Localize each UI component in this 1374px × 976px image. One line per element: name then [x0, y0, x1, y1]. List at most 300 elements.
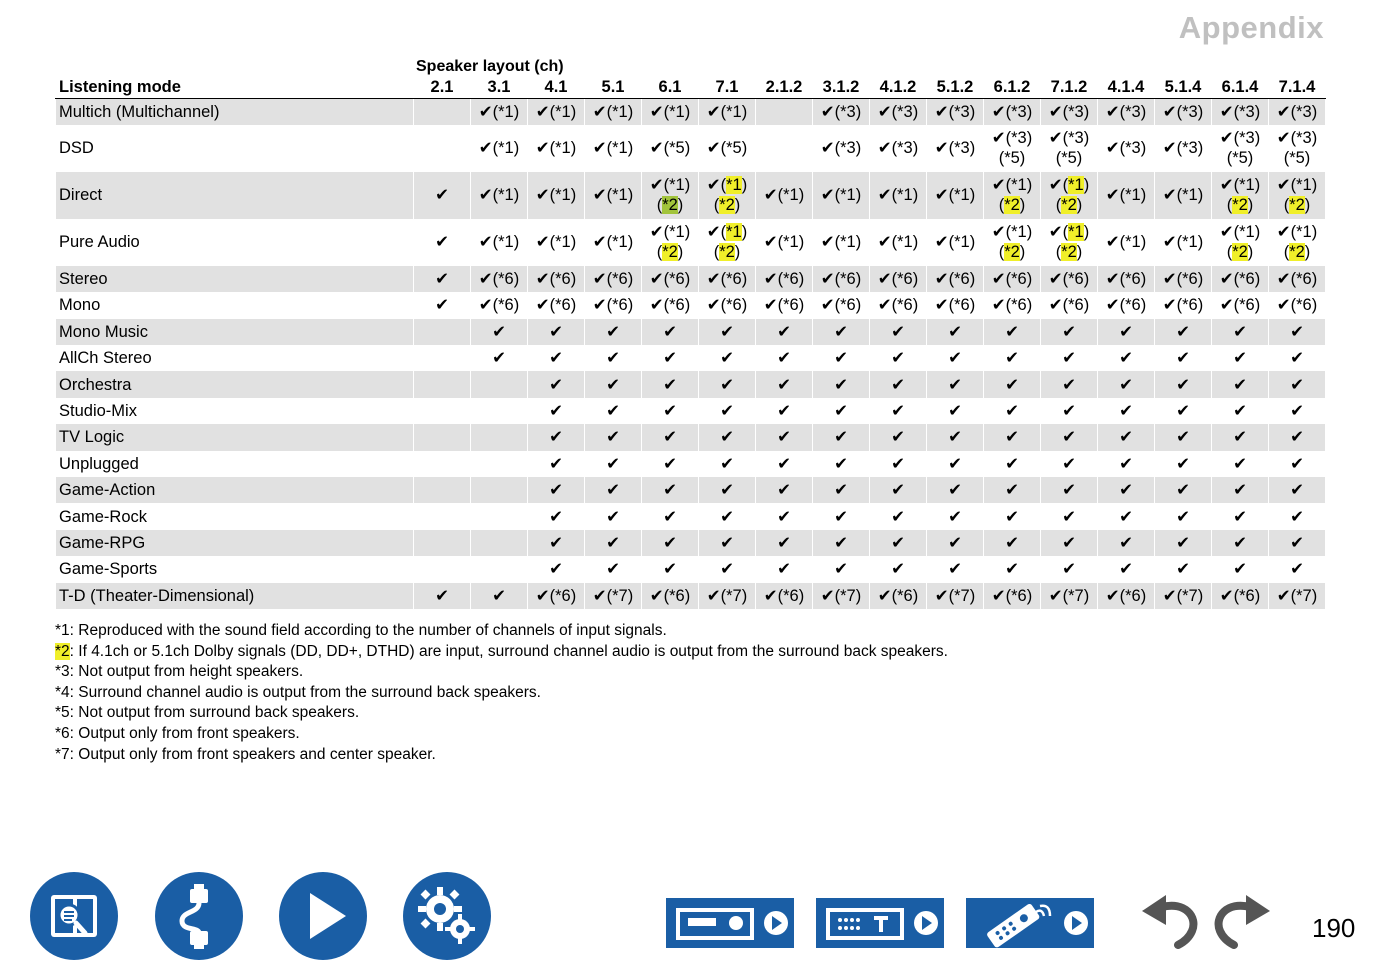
table-cell: ✔ [756, 556, 813, 582]
table-cell: ✔(*1) [870, 219, 927, 266]
table-cell: ✔(*6) [756, 292, 813, 318]
table-cell [414, 530, 471, 556]
table-cell: ✔ [870, 556, 927, 582]
table-cell: ✔(*1) (*2) [642, 219, 699, 266]
column-header: 3.1 [471, 76, 528, 99]
front-panel-icon [666, 898, 794, 948]
table-cell: ✔ [1098, 530, 1155, 556]
table-cell: ✔(*6) [984, 266, 1041, 292]
table-cell: ✔(*3) [870, 125, 927, 172]
table-cell: ✔ [1041, 556, 1098, 582]
table-cell: ✔ [528, 451, 585, 477]
table-cell: ✔ [1269, 477, 1326, 503]
table-cell: ✔(*1) [585, 99, 642, 125]
table-cell: ✔ [756, 477, 813, 503]
table-cell [756, 99, 813, 125]
table-cell: ✔ [585, 503, 642, 529]
footnote [55, 745, 948, 766]
column-header: 6.1 [642, 76, 699, 99]
contents-button[interactable] [30, 872, 118, 960]
listening-mode-name: Game-Rock [56, 503, 414, 529]
table-cell [756, 125, 813, 172]
table-cell: ✔(*1) [528, 99, 585, 125]
table-row [56, 398, 1326, 424]
column-header: 2.1.2 [756, 76, 813, 99]
table-cell: ✔(*6) [1212, 292, 1269, 318]
table-cell: ✔(*3) [984, 99, 1041, 125]
table-cell: ✔(*6) [1269, 266, 1326, 292]
table-cell: ✔ [585, 424, 642, 450]
table-cell: ✔(*6) [1269, 292, 1326, 318]
table-cell: ✔(*6) [984, 292, 1041, 318]
table-cell: ✔ [1155, 530, 1212, 556]
footnote-text: : If 4.1ch or 5.1ch Dolby signals (DD, DD+, DTHD) are input, surround channel audio is output from the surround back speakers. [69, 642, 948, 660]
table-cell: ✔(*6) [756, 266, 813, 292]
table-cell: ✔ [927, 424, 984, 450]
footnote [55, 724, 948, 745]
table-cell: ✔ [414, 219, 471, 266]
listening-mode-name: Direct [56, 172, 414, 219]
table-cell [471, 503, 528, 529]
column-header: 5.1.2 [927, 76, 984, 99]
listening-mode-name: T-D (Theater-Dimensional) [56, 583, 414, 609]
table-row [56, 530, 1326, 556]
table-cell: ✔(*3) [813, 99, 870, 125]
table-cell: ✔(*6) [471, 292, 528, 318]
table-cell: ✔(*7) [1155, 583, 1212, 609]
table-row [56, 266, 1326, 292]
table-cell: ✔ [756, 371, 813, 397]
table-cell: ✔ [1155, 556, 1212, 582]
table-cell: ✔ [528, 398, 585, 424]
table-cell: ✔(*1) (*2) [642, 172, 699, 219]
table-cell: ✔(*6) [642, 583, 699, 609]
table-cell: ✔ [1098, 556, 1155, 582]
table-cell: ✔ [1155, 345, 1212, 371]
table-cell: ✔(*6) [813, 266, 870, 292]
table-row [56, 219, 1326, 266]
table-cell: ✔ [813, 556, 870, 582]
table-cell: ✔ [642, 451, 699, 477]
footnote-mark: *4 [55, 683, 70, 701]
table-cell: ✔ [984, 530, 1041, 556]
table-cell: ✔(*6) [528, 266, 585, 292]
table-cell: ✔ [1269, 503, 1326, 529]
column-header: 6.1.2 [984, 76, 1041, 99]
table-cell: ✔ [471, 345, 528, 371]
back-arrow-icon[interactable] [1140, 893, 1200, 949]
table-cell [414, 477, 471, 503]
table-cell: ✔ [870, 451, 927, 477]
table-cell: ✔(*1) (*2) [1269, 172, 1326, 219]
table-cell: ✔ [1155, 424, 1212, 450]
connections-button[interactable] [155, 872, 243, 960]
listening-mode-name: AllCh Stereo [56, 345, 414, 371]
listening-mode-name: DSD [56, 125, 414, 172]
table-cell: ✔(*1) [585, 219, 642, 266]
table-cell: ✔ [756, 319, 813, 345]
table-cell: ✔ [813, 345, 870, 371]
table-cell: ✔(*6) [528, 292, 585, 318]
table-cell: ✔(*6) [642, 292, 699, 318]
table-cell: ✔(*3) (*5) [1212, 125, 1269, 172]
table-cell: ✔ [1212, 556, 1269, 582]
table-cell [471, 451, 528, 477]
table-cell: ✔ [528, 319, 585, 345]
table-cell: ✔ [585, 556, 642, 582]
table-cell [414, 319, 471, 345]
table-cell: ✔ [699, 503, 756, 529]
column-header: 4.1.4 [1098, 76, 1155, 99]
table-cell: ✔ [1212, 530, 1269, 556]
column-header: 7.1.4 [1269, 76, 1326, 99]
table-cell: ✔ [1098, 319, 1155, 345]
table-cell [471, 556, 528, 582]
listening-mode-name: Studio-Mix [56, 398, 414, 424]
listening-mode-name: Unplugged [56, 451, 414, 477]
table-cell: ✔(*6) [585, 266, 642, 292]
table-cell: ✔(*1) [471, 125, 528, 172]
table-cell: ✔ [870, 530, 927, 556]
listening-mode-header: Listening mode [56, 76, 414, 99]
forward-arrow-icon[interactable] [1212, 893, 1272, 949]
table-cell: ✔ [1041, 345, 1098, 371]
table-cell: ✔(*6) [642, 266, 699, 292]
page-header-title: Appendix [1178, 10, 1324, 45]
table-cell: ✔(*1) [1155, 172, 1212, 219]
table-cell: ✔(*1) (*2) [699, 219, 756, 266]
table-cell: ✔ [984, 451, 1041, 477]
table-cell: ✔ [699, 424, 756, 450]
table-cell: ✔(*1) [528, 172, 585, 219]
table-cell: ✔(*3) [1212, 99, 1269, 125]
footnote-mark: *1 [55, 622, 70, 639]
table-cell: ✔ [1269, 398, 1326, 424]
table-cell: ✔ [870, 345, 927, 371]
table-cell: ✔(*1) (*2) [1269, 219, 1326, 266]
table-cell: ✔(*1) [528, 125, 585, 172]
table-cell [414, 371, 471, 397]
table-cell: ✔ [927, 530, 984, 556]
table-cell: ✔ [927, 398, 984, 424]
table-cell: ✔ [1212, 371, 1269, 397]
table-cell: ✔ [984, 345, 1041, 371]
table-cell: ✔(*6) [699, 292, 756, 318]
table-cell: ✔(*1) [1098, 219, 1155, 266]
table-cell: ✔ [1212, 319, 1269, 345]
table-cell: ✔(*1) [756, 219, 813, 266]
table-cell: ✔ [528, 503, 585, 529]
table-cell: ✔ [1269, 424, 1326, 450]
table-cell: ✔ [699, 319, 756, 345]
table-cell: ✔(*3) [1269, 99, 1326, 125]
setup-button[interactable] [403, 872, 491, 960]
listening-mode-name: TV Logic [56, 424, 414, 450]
table-cell: ✔ [813, 530, 870, 556]
table-cell: ✔ [1041, 503, 1098, 529]
table-cell: ✔ [642, 477, 699, 503]
remote-controller-icon [966, 898, 1094, 948]
table-cell: ✔(*3) [927, 125, 984, 172]
column-header: 5.1.4 [1155, 76, 1212, 99]
table-cell: ✔ [528, 477, 585, 503]
table-cell: ✔ [984, 424, 1041, 450]
table-cell [471, 398, 528, 424]
table-cell: ✔ [528, 345, 585, 371]
column-header: 3.1.2 [813, 76, 870, 99]
footnote-mark: *2 [55, 642, 70, 660]
table-cell: ✔ [813, 451, 870, 477]
table-cell: ✔ [1098, 503, 1155, 529]
column-header: 4.1.2 [870, 76, 927, 99]
table-cell: ✔(*3) (*5) [1041, 125, 1098, 172]
listening-mode-name: Stereo [56, 266, 414, 292]
table-cell: ✔ [1041, 319, 1098, 345]
table-cell: ✔ [813, 371, 870, 397]
table-cell [471, 477, 528, 503]
table-cell: ✔(*7) [699, 583, 756, 609]
table-cell: ✔ [1041, 371, 1098, 397]
listening-mode-name: Pure Audio [56, 219, 414, 266]
table-cell: ✔ [642, 345, 699, 371]
table-cell: ✔ [1269, 530, 1326, 556]
table-row [56, 424, 1326, 450]
listening-mode-table [55, 76, 1326, 609]
table-row [56, 556, 1326, 582]
table-cell: ✔ [642, 319, 699, 345]
footnote-text: : Not output from height speakers. [69, 663, 304, 681]
table-cell: ✔ [1269, 556, 1326, 582]
table-cell: ✔ [1041, 477, 1098, 503]
table-cell: ✔ [642, 530, 699, 556]
front-panel-button[interactable] [666, 898, 794, 948]
table-cell: ✔ [699, 477, 756, 503]
table-cell: ✔(*3) [1041, 99, 1098, 125]
table-cell [414, 99, 471, 125]
listening-mode-name: Game-RPG [56, 530, 414, 556]
table-cell: ✔ [927, 556, 984, 582]
table-cell: ✔ [414, 266, 471, 292]
table-cell: ✔(*6) [528, 583, 585, 609]
table-cell: ✔ [1269, 451, 1326, 477]
table-cell: ✔ [927, 503, 984, 529]
table-cell: ✔(*3) [1155, 99, 1212, 125]
table-cell: ✔ [927, 451, 984, 477]
table-cell: ✔(*7) [1269, 583, 1326, 609]
table-cell: ✔ [1269, 319, 1326, 345]
footnote-mark: *6 [55, 724, 70, 742]
listening-mode-name: Mono Music [56, 319, 414, 345]
table-cell: ✔ [1041, 530, 1098, 556]
table-cell: ✔(*1) (*2) [1041, 219, 1098, 266]
table-cell: ✔ [642, 424, 699, 450]
table-cell: ✔ [984, 477, 1041, 503]
table-cell [471, 371, 528, 397]
table-cell [471, 424, 528, 450]
table-cell: ✔(*3) [870, 99, 927, 125]
table-cell: ✔ [1212, 503, 1269, 529]
table-cell: ✔(*1) [756, 172, 813, 219]
table-cell: ✔ [414, 583, 471, 609]
table-cell: ✔(*6) [1155, 292, 1212, 318]
rear-panel-button[interactable] [816, 898, 944, 948]
table-cell: ✔ [1212, 477, 1269, 503]
footnote [55, 703, 948, 724]
table-row [56, 503, 1326, 529]
table-cell: ✔ [1041, 451, 1098, 477]
table-cell: ✔ [699, 451, 756, 477]
table-cell: ✔(*3) [1098, 99, 1155, 125]
table-cell: ✔ [471, 583, 528, 609]
column-header: 4.1 [528, 76, 585, 99]
table-cell: ✔(*1) (*2) [1212, 172, 1269, 219]
table-cell: ✔ [585, 371, 642, 397]
table-cell: ✔(*1) [585, 172, 642, 219]
table-cell: ✔(*3) [813, 125, 870, 172]
table-cell: ✔(*1) (*2) [699, 172, 756, 219]
table-cell: ✔ [870, 371, 927, 397]
table-cell: ✔(*3) [1155, 125, 1212, 172]
table-cell: ✔(*6) [1212, 583, 1269, 609]
table-cell: ✔(*6) [870, 292, 927, 318]
table-cell: ✔ [699, 556, 756, 582]
table-row [56, 292, 1326, 318]
playback-icon [288, 881, 358, 951]
table-cell: ✔ [984, 398, 1041, 424]
column-header: 5.1 [585, 76, 642, 99]
table-cell: ✔ [813, 477, 870, 503]
table-cell: ✔(*6) [813, 292, 870, 318]
table-cell: ✔ [1098, 424, 1155, 450]
table-cell: ✔(*5) [699, 125, 756, 172]
listening-mode-name: Multich (Multichannel) [56, 99, 414, 125]
table-cell: ✔ [1212, 451, 1269, 477]
table-cell: ✔ [1098, 451, 1155, 477]
footnote [55, 642, 948, 663]
table-cell: ✔ [642, 371, 699, 397]
table-cell: ✔ [699, 371, 756, 397]
table-cell: ✔ [1098, 345, 1155, 371]
table-cell: ✔ [1155, 319, 1212, 345]
table-cell: ✔(*7) [813, 583, 870, 609]
table-cell: ✔(*1) [1098, 172, 1155, 219]
table-cell: ✔ [813, 503, 870, 529]
listening-mode-name: Game-Sports [56, 556, 414, 582]
table-cell: ✔ [984, 556, 1041, 582]
table-cell: ✔(*3) (*5) [984, 125, 1041, 172]
table-cell: ✔ [1212, 424, 1269, 450]
table-cell: ✔(*3) (*5) [1269, 125, 1326, 172]
table-row [56, 172, 1326, 219]
table-cell: ✔(*6) [870, 583, 927, 609]
table-row [56, 345, 1326, 371]
table-cell [414, 398, 471, 424]
table-cell: ✔(*1) [528, 219, 585, 266]
footnote-mark: *3 [55, 663, 70, 681]
table-cell: ✔ [1155, 477, 1212, 503]
table-cell: ✔ [1155, 451, 1212, 477]
table-cell: ✔(*1) (*2) [984, 219, 1041, 266]
table-cell: ✔ [642, 503, 699, 529]
table-cell: ✔(*1) [927, 219, 984, 266]
table-cell: ✔ [756, 424, 813, 450]
table-cell: ✔ [585, 398, 642, 424]
footnote-text: : Output only from front speakers. [69, 724, 300, 742]
table-cell: ✔ [1155, 503, 1212, 529]
page-number: 190 [1312, 913, 1356, 943]
table-cell: ✔(*6) [471, 266, 528, 292]
column-header: 7.1.2 [1041, 76, 1098, 99]
table-cell: ✔(*6) [1098, 266, 1155, 292]
table-cell: ✔ [585, 530, 642, 556]
footnote-text: : Surround channel audio is output from the surround back speakers. [69, 683, 541, 701]
table-cell: ✔ [813, 424, 870, 450]
table-cell: ✔ [642, 556, 699, 582]
table-cell: ✔(*7) [1041, 583, 1098, 609]
table-cell: ✔ [1098, 477, 1155, 503]
footnote-text: : Output only from front speakers and center speaker. [69, 745, 436, 763]
table-cell: ✔ [1098, 371, 1155, 397]
table-cell: ✔ [927, 319, 984, 345]
table-row [56, 99, 1326, 125]
table-cell: ✔ [1155, 398, 1212, 424]
contents-icon [39, 881, 109, 951]
table-cell: ✔(*1) [642, 99, 699, 125]
table-cell: ✔ [927, 371, 984, 397]
table-cell: ✔(*1) [1155, 219, 1212, 266]
listening-mode-name: Mono [56, 292, 414, 318]
playback-button[interactable] [279, 872, 367, 960]
footnote [55, 662, 948, 683]
table-cell: ✔(*3) [1098, 125, 1155, 172]
table-cell: ✔(*6) [870, 266, 927, 292]
table-row [56, 451, 1326, 477]
table-cell: ✔ [870, 319, 927, 345]
table-row [56, 125, 1326, 172]
table-cell: ✔ [699, 398, 756, 424]
table-row [56, 371, 1326, 397]
table-cell: ✔(*6) [927, 292, 984, 318]
table-cell [414, 503, 471, 529]
speaker-layout-label: Speaker layout (ch) [416, 58, 564, 75]
table-cell: ✔(*3) [927, 99, 984, 125]
table-cell: ✔(*6) [1212, 266, 1269, 292]
table-cell: ✔ [870, 503, 927, 529]
table-row [56, 583, 1326, 609]
rear-panel-icon [816, 898, 944, 948]
table-cell: ✔ [1269, 345, 1326, 371]
table-cell: ✔ [813, 398, 870, 424]
table-cell: ✔ [756, 345, 813, 371]
table-cell: ✔ [1041, 398, 1098, 424]
table-cell: ✔(*6) [585, 292, 642, 318]
table-row [56, 477, 1326, 503]
remote-controller-button[interactable] [966, 898, 1094, 948]
table-cell: ✔ [585, 345, 642, 371]
table-cell: ✔ [1212, 345, 1269, 371]
table-cell [414, 125, 471, 172]
table-cell: ✔(*1) [585, 125, 642, 172]
table-cell: ✔ [813, 319, 870, 345]
table-cell: ✔ [756, 398, 813, 424]
footnotes [55, 621, 948, 765]
column-header: 7.1 [699, 76, 756, 99]
table-cell: ✔(*6) [1041, 266, 1098, 292]
table-cell: ✔(*6) [1098, 583, 1155, 609]
table-cell [414, 451, 471, 477]
footnote-mark: *5 [55, 704, 70, 722]
table-cell: ✔(*6) [756, 583, 813, 609]
